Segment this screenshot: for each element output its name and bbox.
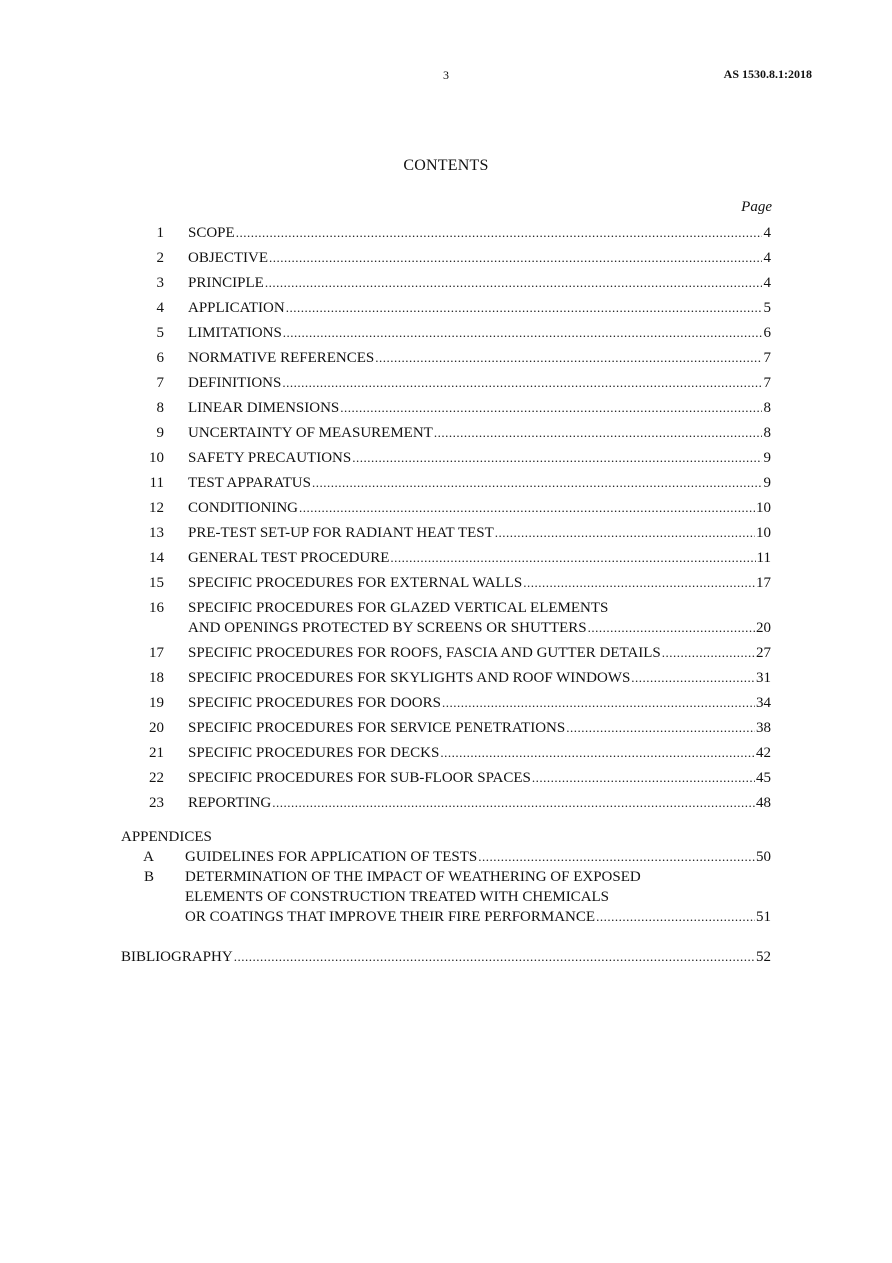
toc-entry-body (188, 523, 771, 543)
toc-entry-line (121, 947, 771, 967)
toc-entry-body (188, 598, 771, 638)
toc-entry-number: 18 (149, 670, 164, 686)
toc-entry[interactable] (0, 643, 892, 663)
toc-entry-page: 11 (756, 550, 771, 566)
toc-entry-title: OR COATINGS THAT IMPROVE THEIR FIRE PERFORMANCE (185, 909, 596, 925)
toc-entry-number: 23 (149, 795, 164, 811)
toc-entry-page: 10 (756, 500, 771, 516)
toc-entry-body (188, 793, 771, 813)
toc-entry-line (188, 598, 771, 618)
toc-entry-number: 10 (149, 450, 164, 466)
toc-leader-dots (478, 847, 755, 867)
toc-entry-body (121, 947, 771, 967)
toc-entry-body (185, 867, 771, 927)
toc-entry-title: LIMITATIONS (188, 325, 282, 341)
toc-entry-page: 8 (763, 400, 771, 416)
toc-entry-page: 45 (756, 770, 771, 786)
toc-entry-line (188, 718, 771, 738)
toc-entry-body (188, 223, 771, 243)
toc-entry-title: DETERMINATION OF THE IMPACT OF WEATHERING OF EXPOSED (185, 869, 641, 885)
toc-entry-page: 4 (763, 275, 771, 291)
toc-entry-page: 10 (756, 525, 771, 541)
toc-entry-line (188, 668, 771, 688)
page-column-label: Page (741, 199, 772, 215)
toc-entry-number: 1 (156, 225, 164, 241)
toc-entry-line (188, 548, 771, 568)
toc-entry-title: SPECIFIC PROCEDURES FOR SERVICE PENETRATIONS (188, 720, 566, 736)
toc-leader-dots (596, 907, 755, 927)
toc-entry-body (188, 423, 771, 443)
toc-entry-line (188, 423, 771, 443)
toc-entry[interactable] (0, 598, 892, 638)
toc-entry-number: 22 (149, 770, 164, 786)
toc-entry[interactable] (0, 573, 892, 593)
toc-entry-page: 7 (763, 350, 771, 366)
toc-entry-title: BIBLIOGRAPHY (121, 949, 233, 965)
toc-entry-page: 34 (756, 695, 771, 711)
toc-entry-number: 19 (149, 695, 164, 711)
toc-entry-number: 16 (149, 600, 164, 616)
toc-entry-title: SPECIFIC PROCEDURES FOR DECKS (188, 745, 440, 761)
toc-entry-number: 21 (149, 745, 164, 761)
toc-entry-title: NORMATIVE REFERENCES (188, 350, 375, 366)
toc-entry-title: PRE-TEST SET-UP FOR RADIANT HEAT TEST (188, 525, 494, 541)
page-title: CONTENTS (403, 157, 489, 174)
toc-leader-dots (265, 273, 762, 293)
toc-entry[interactable] (0, 548, 892, 568)
toc-entry-line (188, 523, 771, 543)
toc-entry-line (188, 693, 771, 713)
toc-entry-body (185, 847, 771, 867)
toc-entry-title: TEST APPARATUS (188, 475, 311, 491)
toc-entry-body (188, 573, 771, 593)
toc-entry-title: SPECIFIC PROCEDURES FOR EXTERNAL WALLS (188, 575, 523, 591)
toc-entry-number: 5 (156, 325, 164, 341)
toc-entry-body (188, 643, 771, 663)
toc-entry-number: 4 (156, 300, 164, 316)
toc-entry-title: GENERAL TEST PROCEDURE (188, 550, 390, 566)
toc-entry-title: SPECIFIC PROCEDURES FOR SKYLIGHTS AND ROOF WINDOWS (188, 670, 631, 686)
page-number: 3 (443, 68, 449, 82)
toc-entry-page: 5 (763, 300, 771, 316)
toc-entry-body (188, 398, 771, 418)
toc-entry-title: SPECIFIC PROCEDURES FOR ROOFS, FASCIA AND GUTTER DETAILS (188, 645, 661, 661)
toc-leader-dots (434, 423, 762, 443)
toc-leader-dots (340, 398, 762, 418)
toc-entry-page: 20 (756, 620, 771, 636)
toc-entry-line (188, 573, 771, 593)
toc-entry-number: 15 (149, 575, 164, 591)
toc-entry[interactable] (0, 523, 892, 543)
toc-entry[interactable] (0, 473, 892, 493)
toc-leader-dots (442, 693, 755, 713)
toc-entry-body (188, 768, 771, 788)
appendix-letter: A (143, 849, 154, 865)
toc-entry-line (188, 398, 771, 418)
toc-entry-page: 51 (756, 909, 771, 925)
toc-leader-dots (282, 373, 762, 393)
toc-entry-body (188, 273, 771, 293)
toc-entry-line (188, 498, 771, 518)
toc-leader-dots (352, 448, 762, 468)
toc-entry-page: 52 (756, 949, 771, 965)
toc-entry-number: 7 (156, 375, 164, 391)
toc-entry-number: 9 (156, 425, 164, 441)
toc-entry-line (188, 248, 771, 268)
toc-entry-body (188, 298, 771, 318)
toc-entry-number: 20 (149, 720, 164, 736)
toc-leader-dots (299, 498, 755, 518)
toc-entry-number: 2 (156, 250, 164, 266)
toc-leader-dots (495, 523, 755, 543)
toc-entry[interactable] (0, 223, 892, 243)
toc-entry-line (185, 867, 771, 887)
toc-entry-number: 14 (149, 550, 164, 566)
toc-entry-body (188, 668, 771, 688)
toc-leader-dots (523, 573, 755, 593)
toc-leader-dots (312, 473, 762, 493)
toc-entry-line (188, 768, 771, 788)
toc-leader-dots (272, 793, 755, 813)
appendices-heading: APPENDICES (121, 829, 212, 845)
toc-entry-line (188, 793, 771, 813)
appendix-entry[interactable] (0, 847, 892, 867)
toc-leader-dots (234, 947, 755, 967)
toc-entry-title: SCOPE (188, 225, 235, 241)
toc-entry[interactable] (0, 793, 892, 813)
toc-entry-body (188, 323, 771, 343)
toc-entry-title: SAFETY PRECAUTIONS (188, 450, 352, 466)
toc-entry-page: 4 (763, 225, 771, 241)
toc-leader-dots (588, 618, 755, 638)
toc-entry-page: 9 (763, 450, 771, 466)
toc-entry-line (188, 643, 771, 663)
toc-entry[interactable] (0, 423, 892, 443)
toc-entry-title: APPLICATION (188, 300, 285, 316)
toc-entry[interactable] (0, 768, 892, 788)
toc-leader-dots (440, 743, 755, 763)
toc-entry-page: 31 (756, 670, 771, 686)
toc-entry-title: CONDITIONING (188, 500, 298, 516)
toc-entry[interactable] (0, 718, 892, 738)
toc-entry[interactable] (0, 448, 892, 468)
bibliography-entry[interactable] (0, 947, 892, 967)
toc-entry-body (188, 548, 771, 568)
toc-entry-title: SPECIFIC PROCEDURES FOR GLAZED VERTICAL ELEMENTS (188, 600, 609, 616)
toc-entry-number: 13 (149, 525, 164, 541)
toc-entry[interactable] (0, 248, 892, 268)
toc-leader-dots (631, 668, 755, 688)
toc-leader-dots (286, 298, 762, 318)
toc-leader-dots (236, 223, 762, 243)
toc-entry[interactable] (0, 373, 892, 393)
toc-entry-title: AND OPENINGS PROTECTED BY SCREENS OR SHUTTERS (188, 620, 587, 636)
toc-entry-title: REPORTING (188, 795, 272, 811)
toc-entry-number: 11 (149, 475, 164, 491)
toc-leader-dots (662, 643, 755, 663)
toc-entry-line (188, 743, 771, 763)
toc-entry-title: UNCERTAINTY OF MEASUREMENT (188, 425, 433, 441)
toc-entry-title: SPECIFIC PROCEDURES FOR DOORS (188, 695, 441, 711)
toc-entry-body (188, 743, 771, 763)
toc-entry-line (188, 323, 771, 343)
toc-leader-dots (269, 248, 762, 268)
toc-entry-page: 27 (756, 645, 771, 661)
toc-entry-line (188, 223, 771, 243)
toc-entry-body (188, 448, 771, 468)
toc-entry-line (188, 348, 771, 368)
toc-entry[interactable] (0, 743, 892, 763)
toc-entry-number: 8 (156, 400, 164, 416)
toc-entry-title: PRINCIPLE (188, 275, 264, 291)
toc-entry[interactable] (0, 348, 892, 368)
toc-entry-page: 38 (756, 720, 771, 736)
toc-entry[interactable] (0, 298, 892, 318)
toc-entry-body (188, 718, 771, 738)
toc-entry-line (185, 887, 771, 907)
toc-leader-dots (566, 718, 755, 738)
toc-entry-number: 12 (149, 500, 164, 516)
appendix-entry[interactable] (0, 867, 892, 927)
toc-entry-line (188, 448, 771, 468)
toc-entry-page: 7 (763, 375, 771, 391)
toc-entry[interactable] (0, 398, 892, 418)
toc-entry-page: 9 (763, 475, 771, 491)
toc-leader-dots (532, 768, 755, 788)
toc-entry[interactable] (0, 323, 892, 343)
toc-entry-line (185, 907, 771, 927)
toc-entry-line (188, 473, 771, 493)
toc-entry-title: SPECIFIC PROCEDURES FOR SUB-FLOOR SPACES (188, 770, 531, 786)
appendix-letter: B (143, 869, 154, 885)
toc-entry-line (188, 618, 771, 638)
toc-entry-page: 6 (763, 325, 771, 341)
toc-entry[interactable] (0, 668, 892, 688)
toc-entry-page: 48 (756, 795, 771, 811)
toc-entry-body (188, 373, 771, 393)
toc-entry-number: 17 (149, 645, 164, 661)
toc-entry-line (188, 273, 771, 293)
toc-leader-dots (283, 323, 762, 343)
toc-entry-body (188, 248, 771, 268)
toc-entry-title: GUIDELINES FOR APPLICATION OF TESTS (185, 849, 478, 865)
toc-entry-title: LINEAR DIMENSIONS (188, 400, 340, 416)
standard-id: AS 1530.8.1:2018 (723, 67, 812, 81)
toc-entry-number: 3 (156, 275, 164, 291)
toc-entry-line (188, 373, 771, 393)
toc-entry[interactable] (0, 273, 892, 293)
toc-entry[interactable] (0, 498, 892, 518)
toc-entry-title: DEFINITIONS (188, 375, 282, 391)
toc-entry-line (188, 298, 771, 318)
toc-entry[interactable] (0, 693, 892, 713)
toc-entry-page: 42 (756, 745, 771, 761)
toc-entry-body (188, 693, 771, 713)
toc-entry-body (188, 473, 771, 493)
toc-entry-page: 8 (763, 425, 771, 441)
toc-leader-dots (390, 548, 755, 568)
toc-entry-number: 6 (156, 350, 164, 366)
toc-entry-page: 50 (756, 849, 771, 865)
toc-entry-title: OBJECTIVE (188, 250, 268, 266)
toc-entry-line (185, 847, 771, 867)
toc-entry-body (188, 498, 771, 518)
toc-entry-page: 4 (763, 250, 771, 266)
toc-leader-dots (375, 348, 762, 368)
toc-entry-body (188, 348, 771, 368)
toc-entry-title: ELEMENTS OF CONSTRUCTION TREATED WITH CHEMICALS (185, 889, 610, 905)
toc-entry-page: 17 (756, 575, 771, 591)
